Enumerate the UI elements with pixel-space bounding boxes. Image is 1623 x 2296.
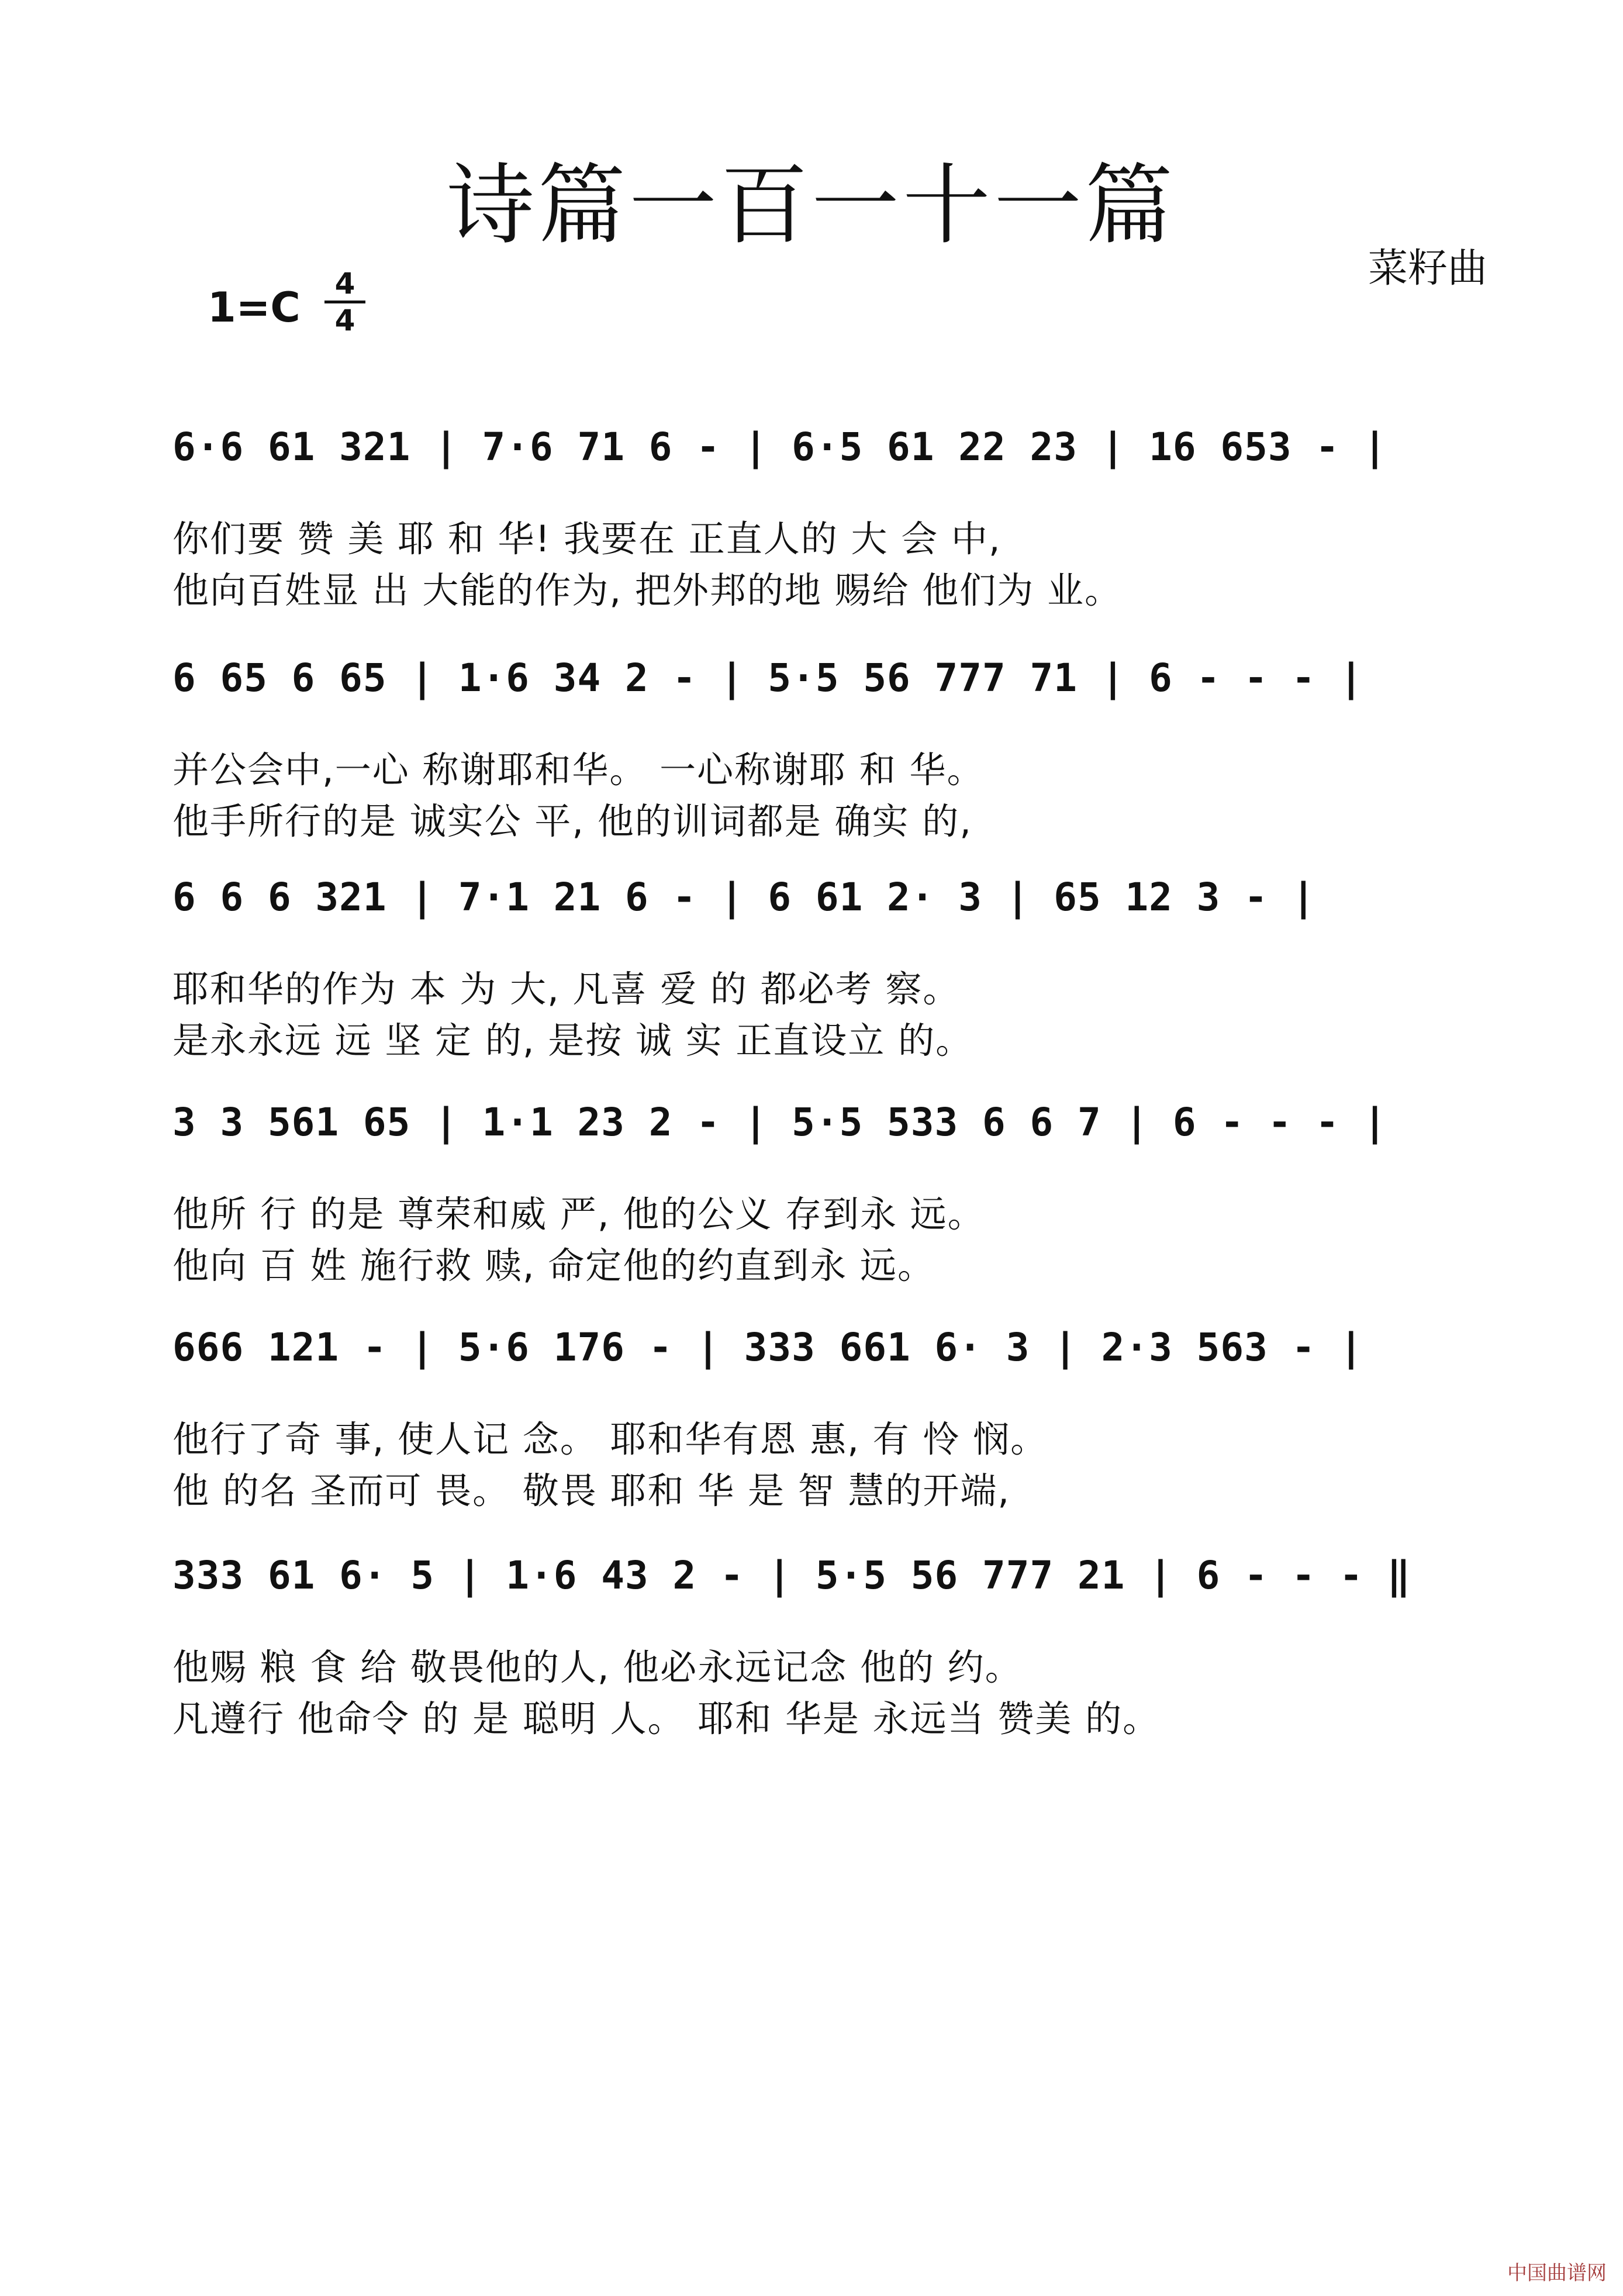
- lyric-verse-2: 他手所行的是 诚实公 平, 他的训词都是 确实 的,: [172, 800, 972, 843]
- lyric-verse-2: 凡遵行 他命令 的 是 聪明 人。 耶和 华是 永远当 赞美 的。: [172, 1697, 1161, 1740]
- lyric-verse-1: 他赐 粮 食 给 敬畏他的人, 他必永远记念 他的 约。: [172, 1646, 1023, 1689]
- lyric-verse-1: 他所 行 的是 尊荣和威 严, 他的公义 存到永 远。: [172, 1193, 985, 1235]
- lyric-verse-2: 他 的名 圣而可 畏。 敬畏 耶和 华 是 智 慧的开端,: [172, 1469, 1011, 1512]
- site-watermark: 中国曲谱网: [1507, 2262, 1607, 2285]
- time-denominator: 4: [334, 303, 355, 337]
- score-system-5: [172, 1310, 1470, 1512]
- time-numerator: 4: [334, 267, 355, 301]
- page-title: 诗篇一百一十一篇: [446, 155, 1176, 257]
- lyric-verse-2: 他向百姓显 出 大能的作为, 把外邦的地 赐给 他们为 业。: [172, 569, 1122, 612]
- score-system-4: [172, 1085, 1470, 1287]
- lyric-verse-2: 是永永远 远 坚 定 的, 是按 诚 实 正直设立 的。: [172, 1019, 973, 1062]
- score-system-2: [172, 640, 1470, 843]
- lyric-verse-1: 并公会中,一心 称谢耶和华。 一心称谢耶 和 华。: [172, 748, 985, 791]
- lyric-verse-1: 你们要 赞 美 耶 和 华! 我要在 正直人的 大 会 中,: [172, 517, 1002, 560]
- notation-line: 3 3 561 65 | 1·1 23 2 - | 5·5 533 6 6 7 | 6 - - - |: [172, 1100, 1387, 1145]
- key-signature: 1=C: [208, 284, 301, 332]
- lyric-verse-2: 他向 百 姓 施行救 赎, 命定他的约直到永 远。: [172, 1244, 935, 1287]
- notation-line: 6 6 6 321 | 7·1 21 6 - | 6 61 2· 3 | 65 12 3 - |: [172, 875, 1316, 920]
- time-signature: [324, 268, 365, 336]
- score-system-1: [172, 409, 1470, 612]
- notation-line: 333 61 6· 5 | 1·6 43 2 - | 5·5 56 777 21 | 6 - - - ‖: [172, 1553, 1411, 1598]
- score-system-3: [172, 859, 1470, 1062]
- composer-credit: 菜籽曲: [1368, 246, 1488, 292]
- notation-line: 6·6 61 321 | 7·6 71 6 - | 6·5 61 22 23 | 16 653 - |: [172, 424, 1387, 469]
- lyric-verse-1: 耶和华的作为 本 为 大, 凡喜 爱 的 都必考 察。: [172, 968, 961, 1010]
- score-system-6: [172, 1538, 1470, 1740]
- notation-line: 666 121 - | 5·6 176 - | 333 661 6· 3 | 2·3 563 - |: [172, 1325, 1363, 1370]
- notation-line: 6 65 6 65 | 1·6 34 2 - | 5·5 56 777 71 | 6 - - - |: [172, 655, 1363, 700]
- lyric-verse-1: 他行了奇 事, 使人记 念。 耶和华有恩 惠, 有 怜 悯。: [172, 1418, 1048, 1461]
